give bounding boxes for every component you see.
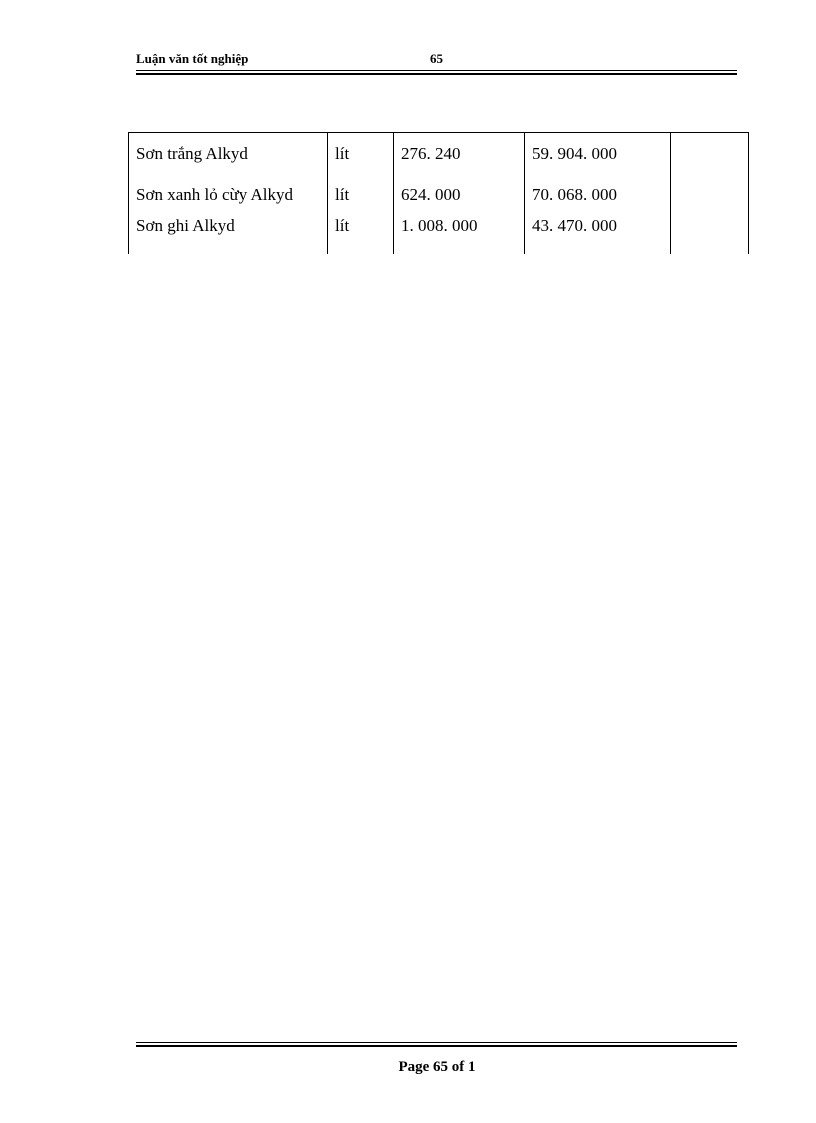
table-cell-quantity: 624. 000 xyxy=(394,175,525,215)
table-cell-quantity: 276. 240 xyxy=(394,133,525,176)
table-cell-amount: 59. 904. 000 xyxy=(525,133,671,176)
header-divider xyxy=(136,70,737,75)
table-cell-unit: lít xyxy=(328,175,394,215)
table-cell-amount: 70. 068. 000 xyxy=(525,175,671,215)
table-cell-unit: lít xyxy=(328,215,394,254)
table-cell-item: Sơn ghi Alkyd xyxy=(129,215,328,254)
table-row xyxy=(129,133,749,176)
table-cell-unit: lít xyxy=(328,133,394,176)
table-row xyxy=(129,215,749,254)
table-cell-item: Sơn trắng Alkyd xyxy=(129,133,328,176)
table-row xyxy=(129,175,749,215)
page-footer: Page 65 of 1 xyxy=(398,1059,476,1075)
table-cell-note xyxy=(671,133,749,176)
table-cell-quantity: 1. 008. 000 xyxy=(394,215,525,254)
table-cell-note xyxy=(671,215,749,254)
table-cell-amount: 43. 470. 000 xyxy=(525,215,671,254)
materials-table xyxy=(128,132,749,254)
table-cell-note xyxy=(671,175,749,215)
table-cell-item: Sơn xanh lỏ cừy Alkyd xyxy=(129,175,328,215)
running-header-page-number: 65 xyxy=(430,51,443,66)
running-header-title: Luận văn tốt nghiệp xyxy=(136,51,249,66)
footer-divider xyxy=(136,1042,737,1047)
